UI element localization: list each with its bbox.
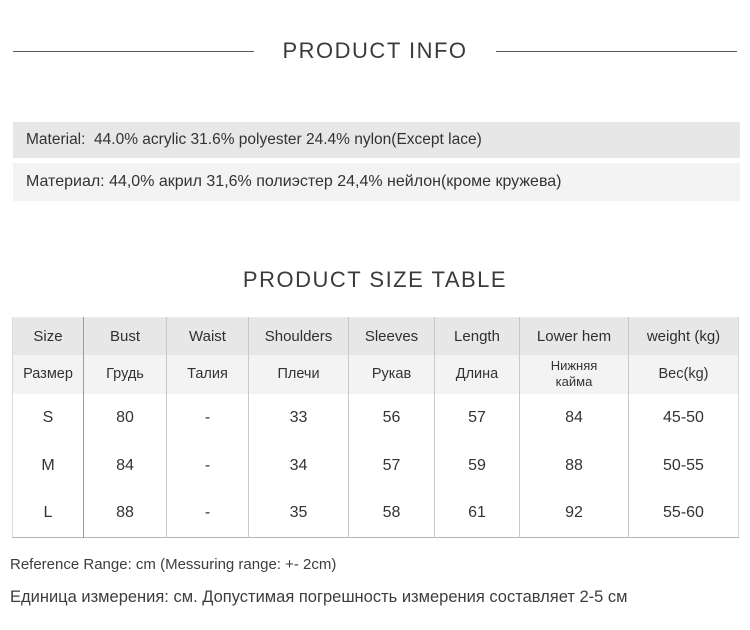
table-header-en (13, 318, 739, 355)
cell-weight: 50-55 (629, 442, 739, 490)
cell-sleeves: 56 (349, 394, 435, 442)
col-header-sleeves: Sleeves (349, 318, 435, 355)
cell-shoulders: 34 (249, 442, 349, 490)
col-header-length: Length (435, 318, 520, 355)
table-row-size-m (13, 442, 739, 490)
material-text-ru: Материал: 44,0% акрил 31,6% полиэстер 24,4% нейлон(кроме кружева) (13, 163, 740, 201)
col-header-waist-ru: Талия (167, 355, 249, 394)
cell-sleeves: 57 (349, 442, 435, 490)
cell-lower-hem: 84 (520, 394, 629, 442)
cell-bust: 88 (84, 490, 167, 538)
product-info-title: PRODUCT INFO (282, 38, 468, 63)
cell-waist: - (167, 490, 249, 538)
table-header-ru (13, 355, 739, 394)
reference-range-en: Reference Range: cm (Messuring range: +- 2cm) (10, 556, 337, 573)
cell-length: 61 (435, 490, 520, 538)
title-right-line (496, 51, 737, 52)
reference-range-ru: Единица измерения: см. Допустимая погрешность измерения составляет 2-5 см (10, 588, 628, 606)
table-row-size-l (13, 490, 739, 538)
col-header-sleeves-ru: Рукав (349, 355, 435, 394)
col-header-bust-ru: Грудь (84, 355, 167, 394)
cell-weight: 45-50 (629, 394, 739, 442)
col-header-lower-hem: Lower hem (520, 318, 629, 355)
col-header-shoulders: Shoulders (249, 318, 349, 355)
col-header-length-ru: Длина (435, 355, 520, 394)
cell-lower-hem: 92 (520, 490, 629, 538)
cell-shoulders: 33 (249, 394, 349, 442)
cell-length: 59 (435, 442, 520, 490)
product-info-page (0, 36, 750, 630)
col-header-bust: Bust (84, 318, 167, 355)
col-header-size: Size (33, 327, 63, 345)
product-info-title-row (0, 36, 750, 66)
cell-sleeves: 58 (349, 490, 435, 538)
title-left-line (13, 51, 254, 52)
col-header-shoulders-ru: Плечи (249, 355, 349, 394)
col-header-weight-ru: Вес(kg) (629, 355, 739, 394)
cell-bust: 84 (84, 442, 167, 490)
cell-bust: 80 (84, 394, 167, 442)
cell-weight: 55-60 (629, 490, 739, 538)
material-text-en: Material: 44.0% acrylic 31.6% polyester 24.4% nylon(Except lace) (13, 122, 740, 158)
size-table-title: PRODUCT SIZE TABLE (242, 267, 508, 292)
col-header-waist: Waist (167, 318, 249, 355)
col-header-weight: weight (kg) (629, 318, 739, 355)
col-header-size-ru: Размер (23, 366, 73, 382)
col-header-lower-hem-ru: Нижняя кайма (520, 355, 629, 394)
cell-size: L (43, 504, 53, 522)
cell-waist: - (167, 442, 249, 490)
cell-size: M (41, 456, 55, 474)
cell-lower-hem: 88 (520, 442, 629, 490)
size-table-title-row (0, 265, 750, 295)
table-row-size-s (13, 394, 739, 442)
cell-length: 57 (435, 394, 520, 442)
cell-shoulders: 35 (249, 490, 349, 538)
cell-waist: - (167, 394, 249, 442)
cell-size: S (42, 408, 54, 426)
size-table (12, 317, 739, 538)
